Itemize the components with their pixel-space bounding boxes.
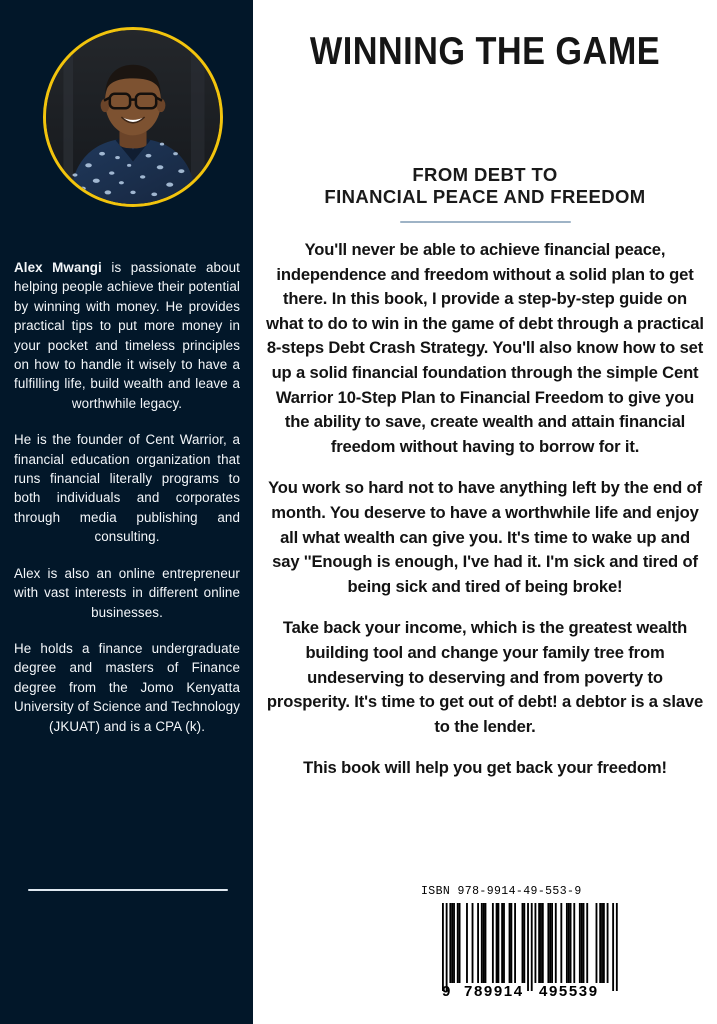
author-name: Alex Mwangi	[14, 260, 102, 275]
isbn-label: ISBN 978-9914-49-553-9	[421, 885, 582, 898]
portrait-ring	[43, 27, 223, 207]
barcode-icon	[434, 901, 622, 999]
author-sidebar	[0, 0, 253, 1024]
page-title-main: OF DEBT	[334, 73, 636, 154]
barcode-digit-left: 9	[441, 983, 450, 999]
blurb	[265, 238, 705, 781]
main-content	[253, 0, 717, 1024]
subtitle	[253, 164, 717, 208]
bio-paragraph: He is the founder of Cent Warrior, a financial education organization that runs financial literally programs to both individuals and corporates through media publishing and consulting.	[14, 432, 240, 545]
blurb-paragraph: You work so hard not to have anything left by the end of month. You deserve to have a worthwhile life and enjoy all what wealth can give you. It's time to wake up and say ''Enough is enough, I've had it. I'm sick and tired of being sick and tired of being broke!	[268, 478, 702, 596]
author-portrait-icon	[46, 30, 220, 204]
blurb-paragraph: Take back your income, which is the greatest wealth building tool and change your family tree from undeserving to deserving and from poverty to prosperity. It's time to get out of debt! a debtor is a slave to the lender.	[266, 618, 704, 736]
subtitle-line-2: FINANCIAL PEACE AND FREEDOM	[324, 186, 646, 207]
bio-text: is passionate about helping people achieve their potential by winning with money. He provides practical tips to put more money in your pocket and timeless principles on how to handle it wisely to have a fulfilling life, build wealth and leave a worthwhile legacy.	[14, 260, 240, 411]
barcode-digits-group2: 495539	[538, 983, 599, 999]
avatar	[43, 27, 223, 207]
page-title-top: WINNING THE GAME	[309, 30, 661, 73]
subtitle-line-1: FROM DEBT TO	[412, 164, 558, 185]
bio-paragraph	[14, 258, 240, 413]
title-divider	[400, 221, 571, 223]
blurb-paragraph: This book will help you get back your freedom!	[303, 758, 667, 778]
isbn-barcode-block	[405, 885, 650, 999]
bio-paragraph: Alex is also an online entrepreneur with vast interests in different online businesses.	[14, 565, 240, 620]
author-bio	[14, 258, 240, 736]
barcode-digits-group1: 789914	[463, 983, 524, 999]
sidebar-divider	[28, 889, 228, 891]
bio-paragraph: He holds a finance undergraduate degree and masters of Finance degree from the Jomo Kenyatta University of Science and Technology (JKUAT) and is a CPA (k).	[14, 640, 240, 734]
blurb-paragraph: You'll never be able to achieve financial peace, independence and freedom without a solid plan to get there. In this book, I provide a step-by-step guide on what to do to win in the game of debt through a practical 8-steps Debt Crash Strategy. You'll also know how to set up a solid financial foundation through the simple Cent Warrior 10-Step Plan to Financial Freedom to give you the ability to save, create wealth and attain financial freedom without having to borrow for it.	[266, 240, 704, 456]
